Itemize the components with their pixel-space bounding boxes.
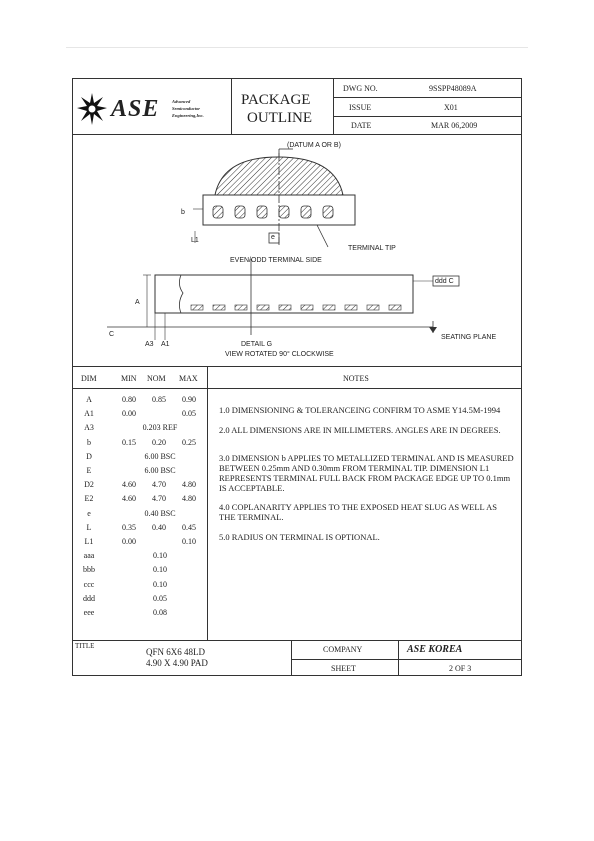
dwg-value: 9SSPP48089A [429, 84, 477, 93]
title-package: PACKAGE [241, 92, 311, 108]
ddd-label: ddd C [435, 278, 454, 285]
a3-label: A3 [145, 341, 154, 348]
dim-min: 0.15 [122, 438, 136, 447]
dim-min: 0.80 [122, 395, 136, 404]
dim-min: 4.60 [122, 494, 136, 503]
title-divider [333, 79, 334, 134]
table-top-line [73, 366, 521, 367]
date-value: MAR 06,2009 [431, 121, 478, 130]
datum-label: (DATUM A OR B) [287, 142, 341, 149]
dim-max: 0.25 [182, 438, 196, 447]
dim-name: E [86, 466, 92, 475]
dim-name: ccc [83, 580, 95, 589]
logo-text: ASE [111, 96, 160, 122]
dim-value-span: 0.08 [153, 608, 167, 617]
dims-notes-divider [207, 366, 208, 640]
note-2: 2.0 ALL DIMENSIONS ARE IN MILLIMETERS. ANGLES ARE IN DEGREES. [219, 425, 501, 435]
dim-name: E2 [84, 494, 94, 503]
title-label: TITLE [75, 642, 95, 650]
issue-label: ISSUE [349, 103, 372, 112]
dim-min: 0.35 [122, 523, 136, 532]
title-line-2: 4.90 X 4.90 PAD [146, 658, 208, 668]
dim-name: A3 [84, 423, 94, 432]
dim-max: 0.05 [182, 409, 196, 418]
detail-label: DETAIL G [241, 341, 273, 348]
ase-starburst-logo-icon [77, 93, 107, 125]
dim-nom: 0.40 [152, 523, 166, 532]
dim-name: L [86, 523, 92, 532]
dim-name: b [87, 438, 91, 447]
table-header-line [73, 388, 521, 389]
dim-value-span: 6.00 BSC [144, 466, 176, 475]
dim-name: aaa [83, 551, 95, 560]
dim-nom: 4.70 [152, 480, 166, 489]
dim-max: 0.10 [182, 537, 196, 546]
top-rule [66, 47, 528, 48]
dwg-row-line [333, 97, 521, 98]
e-box-label: e [271, 234, 275, 241]
issue-row-line [333, 116, 521, 117]
logo-divider [231, 79, 232, 134]
company-value: ASE KOREA [407, 644, 463, 655]
dim-value-span: 0.10 [153, 565, 167, 574]
company-label: COMPANY [323, 645, 363, 654]
dim-max: 0.90 [182, 395, 196, 404]
dim-value-span: 6.00 BSC [144, 452, 176, 461]
dim-name: L1 [84, 537, 94, 546]
col-nom: NOM [147, 374, 166, 383]
c-datum-box: C [109, 331, 115, 338]
dim-nom: 0.20 [152, 438, 166, 447]
dim-name: e [87, 509, 91, 518]
dim-value-span: 0.10 [153, 551, 167, 560]
footer-company-divider [398, 640, 399, 676]
dim-name: D2 [84, 480, 94, 489]
view-rotated-label: VIEW ROTATED 90° CLOCKWISE [225, 351, 334, 358]
issue-value: X01 [444, 103, 458, 112]
terminal-tip-label: TERMINAL TIP [348, 245, 396, 252]
dim-nom: 4.70 [152, 494, 166, 503]
col-max: MAX [179, 374, 198, 383]
package-drawing [73, 135, 521, 365]
logo-tagline-3: Engineering,Inc. [172, 113, 204, 118]
note-1: 1.0 DIMENSIONING & TOLERANCEING CONFIRM TO ASME Y14.5M-1994 [219, 405, 501, 415]
notes-header: NOTES [343, 374, 369, 383]
dim-value-span: 0.203 REF [142, 423, 178, 432]
dim-max: 0.45 [182, 523, 196, 532]
logo-tagline-1: Advanced [172, 99, 191, 104]
l1-label: L1 [191, 237, 199, 244]
dim-name: bbb [83, 565, 95, 574]
sheet-label: SHEET [331, 664, 356, 673]
drawing-sheet [72, 78, 522, 676]
even-odd-label: EVEN/ODD TERMINAL SIDE [230, 257, 322, 264]
title-line-1: QFN 6X6 48LD [146, 647, 206, 657]
dim-max: 4.80 [182, 480, 196, 489]
note-3: 3.0 DIMENSION b APPLIES TO METALLIZED TERMINAL AND IS MEASURED BETWEEN 0.25mm AND 0.30mm FROM TERMINAL TIP. DIMENSION L1 REPRESENTS TERMINAL FULL BACK FROM PACKAGE EDGE UP TO 0.1mm IS ACCEPTABLE. [219, 453, 514, 493]
dim-name: ddd [83, 594, 95, 603]
dim-value-span: 0.05 [153, 594, 167, 603]
footer-divider [291, 640, 292, 676]
b-label: b [181, 209, 185, 216]
note-5: 5.0 RADIUS ON TERMINAL IS OPTIONAL. [219, 532, 380, 542]
dim-name: D [86, 452, 92, 461]
dim-min: 4.60 [122, 480, 136, 489]
col-dim: DIM [81, 374, 97, 383]
dwg-label: DWG NO. [343, 84, 378, 93]
sheet-value: 2 OF 3 [449, 664, 472, 673]
footer-top-line [73, 640, 521, 641]
date-label: DATE [351, 121, 372, 130]
a1-label: A1 [161, 341, 170, 348]
dim-name: A1 [84, 409, 94, 418]
logo-tagline-2: Semiconductor [172, 106, 201, 111]
dim-nom: 0.85 [152, 395, 166, 404]
dim-name: eee [83, 608, 95, 617]
dim-max: 4.80 [182, 494, 196, 503]
col-min: MIN [121, 374, 137, 383]
seating-plane-label: SEATING PLANE [441, 334, 497, 341]
dim-min: 0.00 [122, 537, 136, 546]
dim-name: A [86, 395, 92, 404]
dim-value-span: 0.10 [153, 580, 167, 589]
dim-value-span: 0.40 BSC [144, 509, 176, 518]
title-outline: OUTLINE [247, 110, 312, 126]
dim-min: 0.00 [122, 409, 136, 418]
a-dim-label: A [135, 299, 140, 306]
footer-mid-line [291, 659, 521, 660]
note-4: 4.0 COPLANARITY APPLIES TO THE EXPOSED HEAT SLUG AS WELL AS THE TERMINAL. [219, 502, 497, 522]
